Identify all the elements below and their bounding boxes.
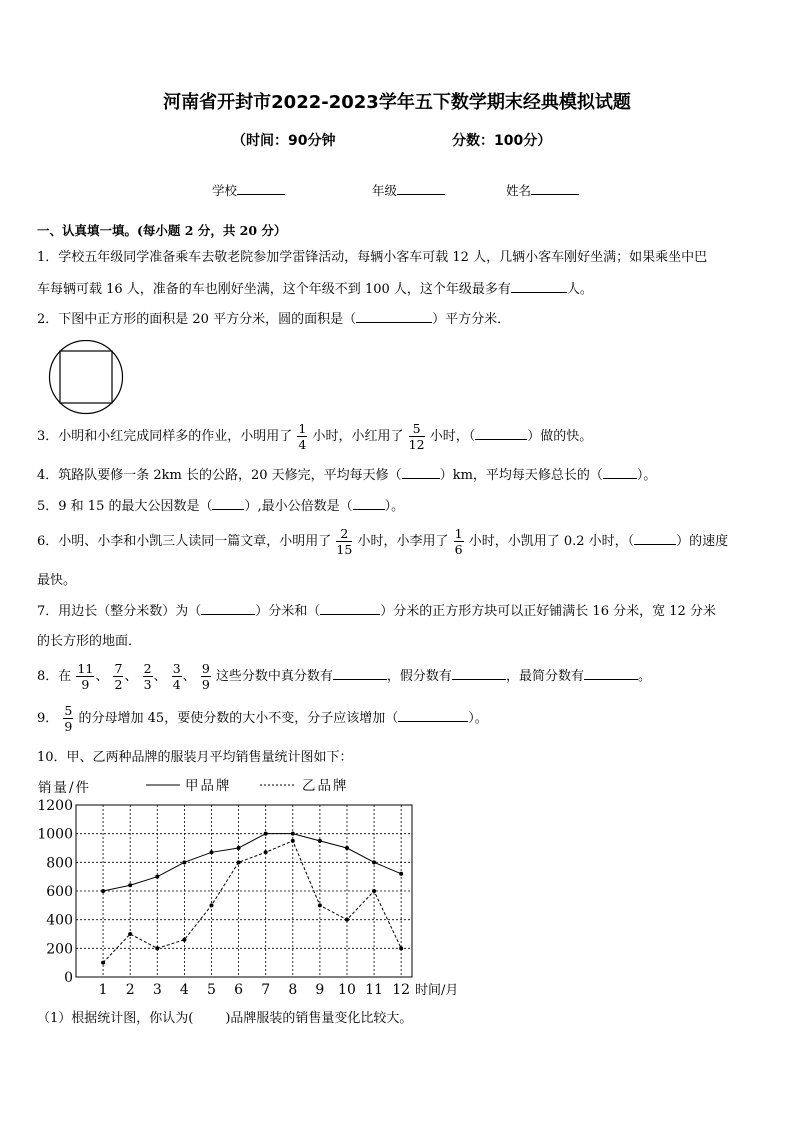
x-tick-label: 6	[234, 982, 244, 998]
data-point	[209, 850, 213, 854]
data-point	[128, 883, 132, 887]
x-tick-label: 12	[392, 982, 411, 998]
question-4: 4．筑路队要修一条 2km 长的公路，20 天修完，平均每天修（ ）km，平均每天修总长的（ ）。	[37, 468, 657, 483]
data-point	[155, 946, 159, 950]
legend-label-1: 甲品牌	[185, 778, 232, 794]
school-field	[212, 181, 285, 199]
data-point	[372, 889, 376, 893]
y-tick-label: 200	[46, 941, 73, 958]
legend-label-2: 乙品牌	[302, 778, 349, 794]
sales-line-chart	[30, 772, 470, 1004]
data-point	[264, 832, 268, 836]
y-tick-label: 400	[46, 912, 73, 929]
series-line-2	[103, 841, 401, 963]
x-tick-label: 8	[288, 982, 298, 998]
x-tick-label: 5	[207, 982, 216, 998]
data-point	[182, 938, 186, 942]
fraction: $\frac{5}{9}$	[64, 703, 73, 734]
fraction: $\frac{2}{15}$	[336, 526, 353, 557]
fraction: $\frac{5}{12}$	[408, 421, 425, 452]
data-point	[399, 872, 403, 876]
data-point	[291, 832, 295, 836]
question-7-line2: 的长方形的地面．	[37, 634, 142, 649]
data-point	[182, 860, 186, 864]
data-point	[155, 875, 159, 879]
fraction: $\frac{1}{4}$	[298, 421, 307, 452]
y-tick-label: 600	[46, 884, 73, 900]
data-point	[128, 932, 132, 936]
data-point	[209, 903, 213, 907]
question-5: 5．9 和 15 的最大公因数是（ ）,最小公倍数是（ ）。	[37, 499, 405, 514]
question-10-sub1: （1）根据统计图，你认为( )品牌服装的销售量变化比较大。	[37, 1011, 413, 1026]
x-tick-label: 11	[365, 982, 383, 998]
data-point	[264, 850, 268, 854]
grade-field	[372, 181, 445, 199]
data-point	[399, 946, 403, 950]
data-point	[345, 846, 349, 850]
x-tick-label: 4	[179, 982, 189, 998]
circle-square-figure	[48, 340, 126, 415]
data-point	[372, 860, 376, 864]
name-field	[506, 181, 579, 199]
fraction: $\frac{3}{4}$	[172, 661, 181, 692]
page-title: 河南省开封市2022-2023学年五下数学期末经典模拟试题	[163, 92, 631, 113]
data-point	[318, 903, 322, 907]
data-point	[101, 889, 105, 893]
data-point	[318, 839, 322, 843]
x-tick-label: 7	[261, 982, 271, 998]
school-label: 学校	[212, 183, 238, 198]
fraction: $\frac{7}{2}$	[114, 661, 123, 692]
y-axis-label: 销量/件	[38, 780, 92, 796]
data-point	[101, 961, 105, 965]
exam-score: 分数：100分）	[452, 133, 552, 149]
fraction: $\frac{9}{9}$	[201, 661, 210, 692]
x-tick-label: 1	[98, 982, 108, 998]
x-tick-label: 10	[338, 982, 356, 998]
name-label: 姓名	[506, 183, 532, 198]
question-2: 2．下图中正方形的面积是 20 平方分米，圆的面积是（ ）平方分米．	[37, 312, 511, 327]
question-10: 10．甲、乙两种品牌的服装月平均销售量统计图如下：	[37, 750, 353, 765]
question-1-line1: 1．学校五年级同学准备乘车去敬老院参加学雷锋活动，每辆小客车可载 12 人，几辆小客车刚好坐满；如果乘坐中巴	[37, 250, 708, 265]
question-1-line2: 车每辆可载 16 人，准备的车也刚好坐满，这个年级不到 100 人，这个年级最多有 人。	[37, 282, 593, 297]
data-point	[237, 846, 241, 850]
data-point	[237, 860, 241, 864]
x-tick-label: 2	[125, 982, 135, 998]
x-axis-label: 时间/月	[415, 983, 459, 998]
exam-time: （时间：90分钟	[232, 133, 336, 149]
x-tick-label: 9	[315, 982, 325, 998]
fraction: $\frac{1}{6}$	[454, 526, 463, 557]
y-tick-label: 1200	[37, 798, 73, 814]
data-point	[345, 918, 349, 922]
y-tick-label: 1000	[37, 826, 73, 843]
fraction: $\frac{2}{3}$	[143, 661, 152, 692]
fraction: $\frac{11}{9}$	[77, 661, 94, 692]
question-8: 8．在 $\frac{11}{9}$ 、 $\frac{7}{2}$ 、 $\frac{2}{3}$ 、 $\frac{3}{4}$ 、 $\frac{9}{9}$ 这些分数中真分数有 ，假分数有 ，最简分数有 。	[37, 661, 651, 692]
y-tick-label: 0	[64, 970, 73, 986]
question-3: 3．小明和小红完成同样多的作业，小明用了 $\frac{1}{4}$ 小时，小红用了 $\frac{5}{12}$ 小时，（ ）做的快。	[37, 421, 593, 452]
question-6: 6．小明、小李和小凯三人读同一篇文章，小明用了 $\frac{2}{15}$ 小时，小李用了 $\frac{1}{6}$ 小时，小凯用了 0.2 小时，（ ）的速度	[37, 526, 729, 557]
data-point	[291, 839, 295, 843]
section-heading: 一、认真填一填。(每小题 2 分，共 20 分）	[37, 223, 287, 238]
question-9: 9． $\frac{5}{9}$ 的分母增加 45，要使分数的大小不变，分子应该增加（ ）。	[37, 703, 488, 734]
x-tick-label: 3	[152, 982, 162, 998]
question-7: 7．用边长（整分米数）为（ ）分米和（ ）分米的正方形方块可以正好铺满长 16 分米，宽 12 分米	[37, 604, 716, 619]
grade-label: 年级	[372, 183, 398, 198]
y-tick-label: 800	[46, 855, 73, 872]
question-6-line2: 最快。	[37, 573, 77, 588]
